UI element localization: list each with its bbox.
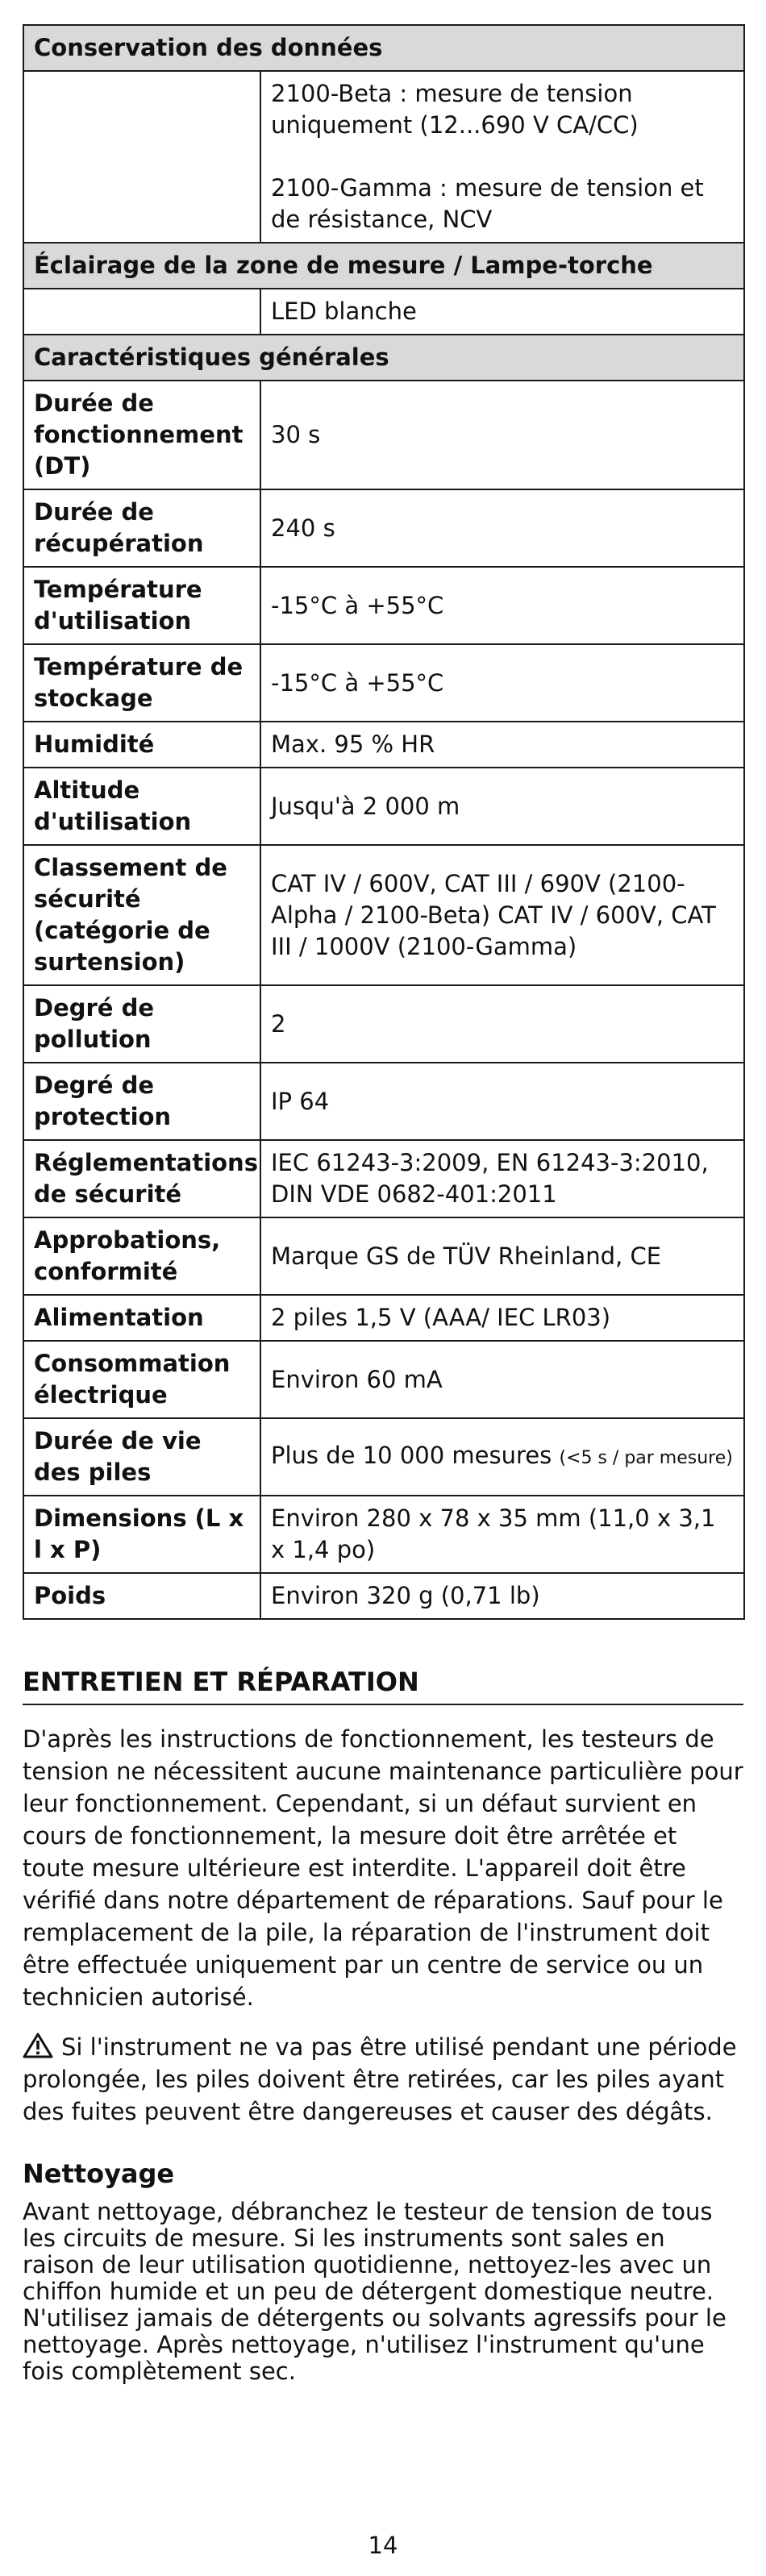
label-cell: Altitude d'utilisation <box>23 768 260 845</box>
table-row <box>23 25 744 71</box>
table-row <box>23 567 744 644</box>
value-cell <box>260 1295 744 1341</box>
table-row <box>23 1573 744 1619</box>
maintenance-paragraph: D'après les instructions de fonctionnement, les testeurs de tension ne nécessitent aucune maintenance particulière pour leur fonctionnement. Cependant, si un défaut survient en cours de fonctionnement, la mesure doit être arrêtée et toute mesure ultérieure est interdite. L'appareil doit être vérifié dans notre département de réparations. Sauf pour le remplacement de la pile, la réparation de l'instrument doit être effectuée uniquement par un centre de service ou un technicien autorisé. <box>23 1725 743 2011</box>
table-row <box>23 1295 744 1341</box>
table-row <box>23 1063 744 1140</box>
empty-label-cell <box>23 71 260 243</box>
table-row <box>23 1140 744 1217</box>
warning-text: Si l'instrument ne va pas être utilisé pendant une période prolongée, les piles doivent être retirées, car les piles ayant des fuites peuvent être dangereuses et causer des dégâts. <box>23 2033 737 2125</box>
spec-table <box>23 24 745 1620</box>
page-number: 14 <box>368 2532 398 2559</box>
cleaning-paragraph: Avant nettoyage, débranchez le testeur de tension de tous les circuits de mesure. Si les instruments sont sales en raison de leur utilisation quotidienne, nettoyez-les avec un chiffon humide et un peu de détergent domestique neutre. N'utilisez jamais de détergents ou solvants agressifs pour le nettoyage. Après nettoyage, n'utilisez l'instrument qu'une fois complètement sec. <box>23 2198 726 2385</box>
value-text: -15°C à +55°C <box>271 591 444 619</box>
value-cell <box>260 567 744 644</box>
value-cell <box>260 1341 744 1418</box>
value-cell <box>260 722 744 768</box>
label-cell: Degré de pollution <box>23 985 260 1063</box>
document-page <box>23 24 743 2385</box>
value-text: 240 s <box>271 514 335 542</box>
warning-triangle-icon <box>23 2033 53 2058</box>
value-cell <box>260 1418 744 1496</box>
label-cell: Degré de protection <box>23 1063 260 1140</box>
value-cell <box>260 1496 744 1573</box>
label-cell: Alimentation <box>23 1295 260 1341</box>
value-line <box>271 141 734 173</box>
table-row <box>23 289 744 335</box>
label-cell: Humidité <box>23 722 260 768</box>
table-row <box>23 644 744 722</box>
label-cell: Durée de récupération <box>23 489 260 567</box>
value-text: 30 s <box>271 421 321 448</box>
maintenance-title: ENTRETIEN ET RÉPARATION <box>23 1667 743 1705</box>
label-cell: Approbations, conformité <box>23 1217 260 1295</box>
table-row <box>23 1341 744 1418</box>
value-cell <box>260 845 744 985</box>
cleaning-title: Nettoyage <box>23 2158 175 2189</box>
empty-label-cell <box>23 289 260 335</box>
value-line: LED blanche <box>271 298 417 325</box>
table-row <box>23 489 744 567</box>
label-cell: Réglementations de sécurité <box>23 1140 260 1217</box>
value-text: 2 <box>271 1009 286 1038</box>
warning-paragraph <box>23 2031 743 2128</box>
value-text: Environ 60 mA <box>271 1365 443 1393</box>
value-cell <box>260 71 744 243</box>
table-row <box>23 722 744 768</box>
table-row <box>23 381 744 489</box>
table-row <box>23 985 744 1063</box>
label-cell: Température de stockage <box>23 644 260 722</box>
value-cell <box>260 1573 744 1619</box>
table-row <box>23 1496 744 1573</box>
label-cell: Durée de fonctionnement (DT) <box>23 381 260 489</box>
value-line: 2100-Beta : mesure de tension uniquement (12...690 V CA/CC) <box>271 80 639 139</box>
value-text: Environ 280 x 78 x 35 mm (11,0 x 3,1 x 1,4 po) <box>271 1504 716 1563</box>
table-row <box>23 845 744 985</box>
value-text: Environ 320 g (0,71 lb) <box>271 1582 540 1609</box>
value-cell <box>260 1140 744 1217</box>
label-cell: Consommation électrique <box>23 1341 260 1418</box>
section-header: Caractéristiques générales <box>23 335 744 381</box>
value-text: CAT IV / 600V, CAT III / 690V (2100-Alpha / 2100-Beta) CAT IV / 600V, CAT III / 1000V (2100-Gamma) <box>271 869 716 960</box>
label-cell: Poids <box>23 1573 260 1619</box>
value-line: 2100-Gamma : mesure de tension et de résistance, NCV <box>271 174 704 233</box>
value-text: IEC 61243-3:2009, EN 61243-3:2010, DIN VDE 0682-401:2011 <box>271 1149 709 1208</box>
value-cell <box>260 1217 744 1295</box>
value-text: IP 64 <box>271 1087 330 1115</box>
section-header: Conservation des données <box>23 25 744 71</box>
label-cell: Température d'utilisation <box>23 567 260 644</box>
section-header: Éclairage de la zone de mesure / Lampe-torche <box>23 243 744 289</box>
table-row <box>23 335 744 381</box>
table-row <box>23 71 744 243</box>
value-cell <box>260 381 744 489</box>
value-cell <box>260 985 744 1063</box>
value-cell <box>260 489 744 567</box>
value-cell <box>260 289 744 335</box>
value-cell <box>260 768 744 845</box>
value-text: Jusqu'à 2 000 m <box>271 792 460 820</box>
table-row <box>23 243 744 289</box>
table-row <box>23 1418 744 1496</box>
value-text: -15°C à +55°C <box>271 668 444 697</box>
value-note: (<5 s / par mesure) <box>559 1448 733 1468</box>
label-cell: Dimensions (L x l x P) <box>23 1496 260 1573</box>
table-row <box>23 768 744 845</box>
value-text: Max. 95 % HR <box>271 730 435 758</box>
value-text: Plus de 10 000 mesures <box>271 1442 552 1469</box>
value-text: 2 piles 1,5 V (AAA/ IEC LR03) <box>271 1304 611 1331</box>
value-cell <box>260 1063 744 1140</box>
label-cell: Classement de sécurité (catégorie de surtension) <box>23 845 260 985</box>
table-row <box>23 1217 744 1295</box>
value-text: Marque GS de TÜV Rheinland, CE <box>271 1242 662 1270</box>
label-cell: Durée de vie des piles <box>23 1418 260 1496</box>
value-cell <box>260 644 744 722</box>
